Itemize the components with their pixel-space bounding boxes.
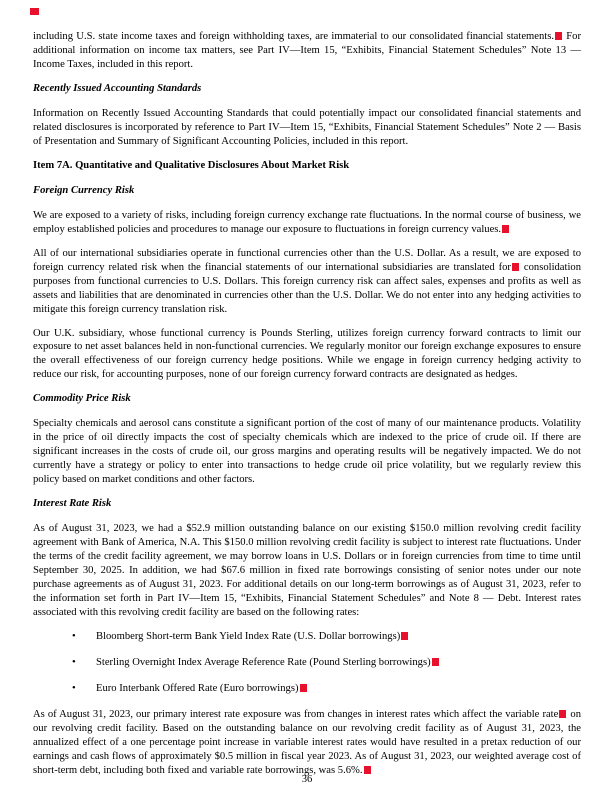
paragraph-fx-2: [33, 247, 581, 317]
paragraph-text: Specialty chemicals and aerosol cans constitute a significant portion of the cost of many of our maintenance products. Volatility in the price of oil directly impacts the cost of specialty chemicals which are indexed to the price of crude oil. If there are significant increases in the costs of crude oil, our gross margins and operating results will be negatively impacted. We do not currently have a strategy or policy to enter into transactions to hedge crude oil price volatility, but we regularly review this policy based on market conditions and other factors.: [33, 418, 581, 486]
list-item: [33, 682, 581, 696]
paragraph-text: As of August 31, 2023, we had a $52.9 million outstanding balance on our existing $150.0 million revolving credit facility agreement with Bank of America, N.A. This $150.0 million revolving credit facility is subject to interest rate fluctuations. Under the terms of the credit facility agreement, we may borrow loans in U.S. Dollars or in foreign currencies from time to time until September 30, 2025. In addition, we had $67.6 million in fixed rate borrowings consisting of senior notes under our note purchase agreements as of August 31, 2023. For additional details on our long-term borrowings as of August 31, 2023, refer to the information set forth in Part IV—Item 15, “Exhibits, Financial Statement Schedules” and Note 8 — Debt. Interest rates associated with this revolving credit facility are based on the following rates:: [33, 523, 581, 618]
paragraph-text: Information on Recently Issued Accounting Standards that could potentially impact our consolidated financial statements and related disclosures is incorporated by reference to Part IV—Item 15, “Exhibits, Financial Statement Schedules” Note 2 — Basis of Presentation and Summary of Significant Accounting Policies, included in this report.: [33, 107, 581, 147]
section-heading-foreign-currency-risk: Foreign Currency Risk: [33, 184, 135, 196]
paragraph-recently-issued: [33, 107, 581, 149]
list-item: [33, 630, 581, 644]
list-item-label: Sterling Overnight Index Average Reference Rate (Pound Sterling borrowings): [96, 656, 431, 668]
bullet-marker: •: [72, 656, 76, 668]
paragraph-text: All of our international subsidiaries operate in functional currencies other than the U.S. Dollar. As a result, we are exposed to foreign currency related risk when the financial statements of our international subsidiaries are translated for: [33, 247, 581, 273]
bullet-marker: •: [72, 682, 76, 694]
section-heading-item7a: Item 7A. Quantitative and Qualitative Disclosures About Market Risk: [33, 159, 350, 171]
paragraph-text: Our U.K. subsidiary, whose functional currency is Pounds Sterling, utilizes foreign currency forward contracts to limit our exposure to net asset balances held in non-functional currencies. We regularly monitor our foreign exchange exposures to ensure the overall effectiveness of our foreign currency hedge positions. While we engage in foreign currency hedging activity to reduce our risk, for accounting purposes, none of our foreign currency forward contracts are designated as hedges.: [33, 327, 581, 381]
paragraph-income-taxes: [33, 30, 581, 72]
annotation-mark: [300, 684, 307, 692]
annotation-mark: [432, 658, 439, 666]
paragraph-text: As of August 31, 2023, our primary interest rate exposure was from changes in interest rates which affect the variable rate: [33, 708, 559, 720]
paragraph-commodity: [33, 417, 581, 487]
section-heading-interest-rate-risk: Interest Rate Risk: [33, 498, 112, 510]
paragraph-text: consolidation purposes from functional currencies to U.S. Dollars. This foreign currency risk can affect sales, expenses and profits as well as assets and liabilities that are denominated in currencies other than the U.S. Dollar. We do not enter into any hedging activities to mitigate this foreign currency translation risk.: [33, 261, 581, 315]
paragraph-fx-3: [33, 327, 581, 383]
list-item-text: [96, 682, 308, 696]
page-number: 36: [301, 774, 313, 786]
paragraph-interest-2: [33, 708, 581, 778]
annotation-mark: [559, 710, 566, 718]
bullet-marker: •: [72, 630, 76, 642]
annotation-mark: [502, 225, 509, 233]
paragraph-text: We are exposed to a variety of risks, including foreign currency exchange rate fluctuations. In the normal course of business, we employ established policies and procedures to manage our exposure to fluctuations in foreign currency values.: [33, 209, 581, 235]
annotation-mark: [401, 632, 408, 640]
paragraph-text: including U.S. state income taxes and foreign withholding taxes, are immaterial to our consolidated financial statements.: [33, 31, 554, 42]
list-item-text: [96, 630, 409, 644]
paragraph-text: For additional information on income tax matters, see Part IV—Item 15, “Exhibits, Financial Statement Schedules” Note 13 — Income Taxes, included in this report.: [33, 31, 581, 70]
paragraph-fx-1: [33, 209, 581, 237]
rate-bullet-list: [33, 630, 581, 696]
paragraph-interest-1: [33, 522, 581, 620]
section-heading-commodity-price-risk: Commodity Price Risk: [33, 393, 131, 405]
list-item-label: Bloomberg Short-term Bank Yield Index Rate (U.S. Dollar borrowings): [96, 630, 401, 642]
section-heading-recently-issued: Recently Issued Accounting Standards: [33, 82, 202, 94]
annotation-mark: [512, 263, 519, 271]
list-item-label: Euro Interbank Offered Rate (Euro borrowings): [96, 682, 299, 694]
annotation-mark: [555, 32, 562, 40]
paragraph-text: on our revolving credit facility. Based on the outstanding balance on our revolving credit facility as of August 31, 2023, the annualized effect of a one percentage point increase in variable interest rates would have resulted in a pretax reduction of our earnings and cash flows of approximately $0.5 million in fiscal year 2023. As of August 31, 2023, our weighted average cost of short-term debt, including both fixed and variable rate borrowings, was 5.6%.: [33, 708, 581, 776]
list-item-text: [96, 656, 440, 670]
list-item: [33, 656, 581, 670]
annotation-mark: [30, 8, 39, 15]
